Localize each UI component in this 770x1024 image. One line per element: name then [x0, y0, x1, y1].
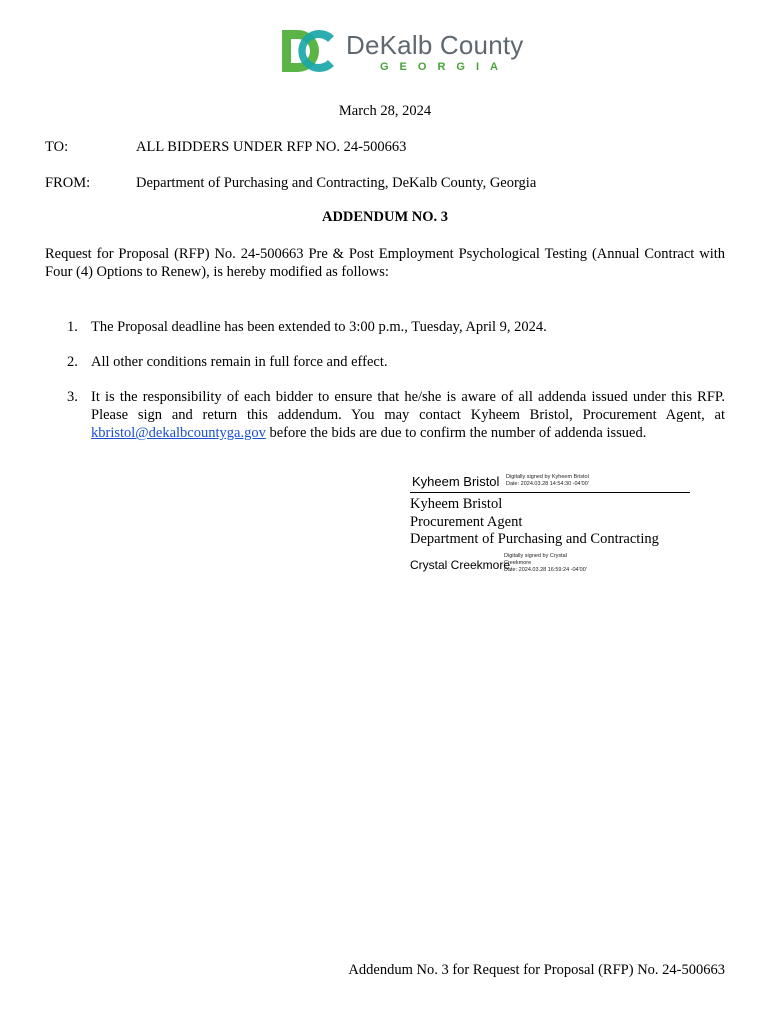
list-item: [45, 388, 725, 442]
item-text-after: before the bids are due to confirm the number of addenda issued.: [265, 425, 647, 441]
logo-state-name: GEORGIA: [380, 61, 509, 73]
item-text: All other conditions remain in full force and effect.: [91, 354, 388, 370]
document-date: March 28, 2024: [338, 103, 432, 119]
logo-county-name: DeKalb County: [346, 30, 524, 60]
signer-block: [410, 496, 659, 549]
from-value: Department of Purchasing and Contracting, DeKalb County, Georgia: [136, 175, 537, 191]
signature-details: [506, 474, 589, 488]
item-number: 2.: [67, 354, 78, 370]
intro-paragraph: Request for Proposal (RFP) No. 24-500663 Pre & Post Employment Psychological Testing (Annual Contract with Four (4) Options to Renew), is hereby modified as follows:: [45, 246, 725, 280]
list-item: [45, 318, 725, 336]
signature-detail-line: Date: 2024.03.28 14:54:30 -04'00': [506, 481, 589, 487]
signature-detail-line: Creekmore: [504, 560, 532, 566]
digital-signature-crystal[interactable]: [408, 552, 608, 578]
signer-department: Department of Purchasing and Contracting: [410, 531, 659, 547]
signature-name: Crystal Creekmore: [410, 558, 511, 572]
item-number: 3.: [67, 389, 78, 405]
signature-detail-line: Date: 2024.03.28 16:59:24 -04'00': [504, 567, 587, 573]
item-number: 1.: [67, 319, 78, 335]
from-label: FROM:: [45, 175, 91, 191]
contact-email-link[interactable]: kbristol@dekalbcountyga.gov: [91, 425, 266, 441]
item-text-before: It is the responsibility of each bidder to ensure that he/she is aware of all addenda issued under this RFP. Please sign and return this addendum. You may contact Kyheem Bristol, Procurement Agent, at: [91, 389, 725, 423]
page-footer: Addendum No. 3 for Request for Proposal (RFP) No. 24-500663: [348, 962, 725, 978]
item-text: The Proposal deadline has been extended to 3:00 p.m., Tuesday, April 9, 2024.: [91, 319, 547, 335]
digital-signature-kyheem[interactable]: [410, 472, 690, 492]
signer-title: Procurement Agent: [410, 513, 523, 530]
dekalb-county-logo: [280, 28, 530, 76]
from-line: [45, 175, 536, 192]
to-value: ALL BIDDERS UNDER RFP NO. 24-500663: [136, 139, 407, 155]
signature-detail-line: Digitally signed by Crystal: [504, 553, 567, 559]
to-line: [45, 139, 406, 156]
signature-name: Kyheem Bristol: [412, 474, 500, 489]
signer-name: Kyheem Bristol: [410, 496, 503, 512]
list-item: [45, 353, 725, 371]
signature-detail-line: Digitally signed by Kyheem Bristol: [506, 474, 589, 480]
dc-logo-mark-icon: [280, 28, 338, 74]
signature-line: [410, 492, 690, 493]
addendum-items-list: [45, 318, 725, 442]
signature-details: [504, 553, 587, 574]
addendum-title: ADDENDUM NO. 3: [321, 209, 449, 225]
to-label: TO:: [45, 139, 69, 155]
